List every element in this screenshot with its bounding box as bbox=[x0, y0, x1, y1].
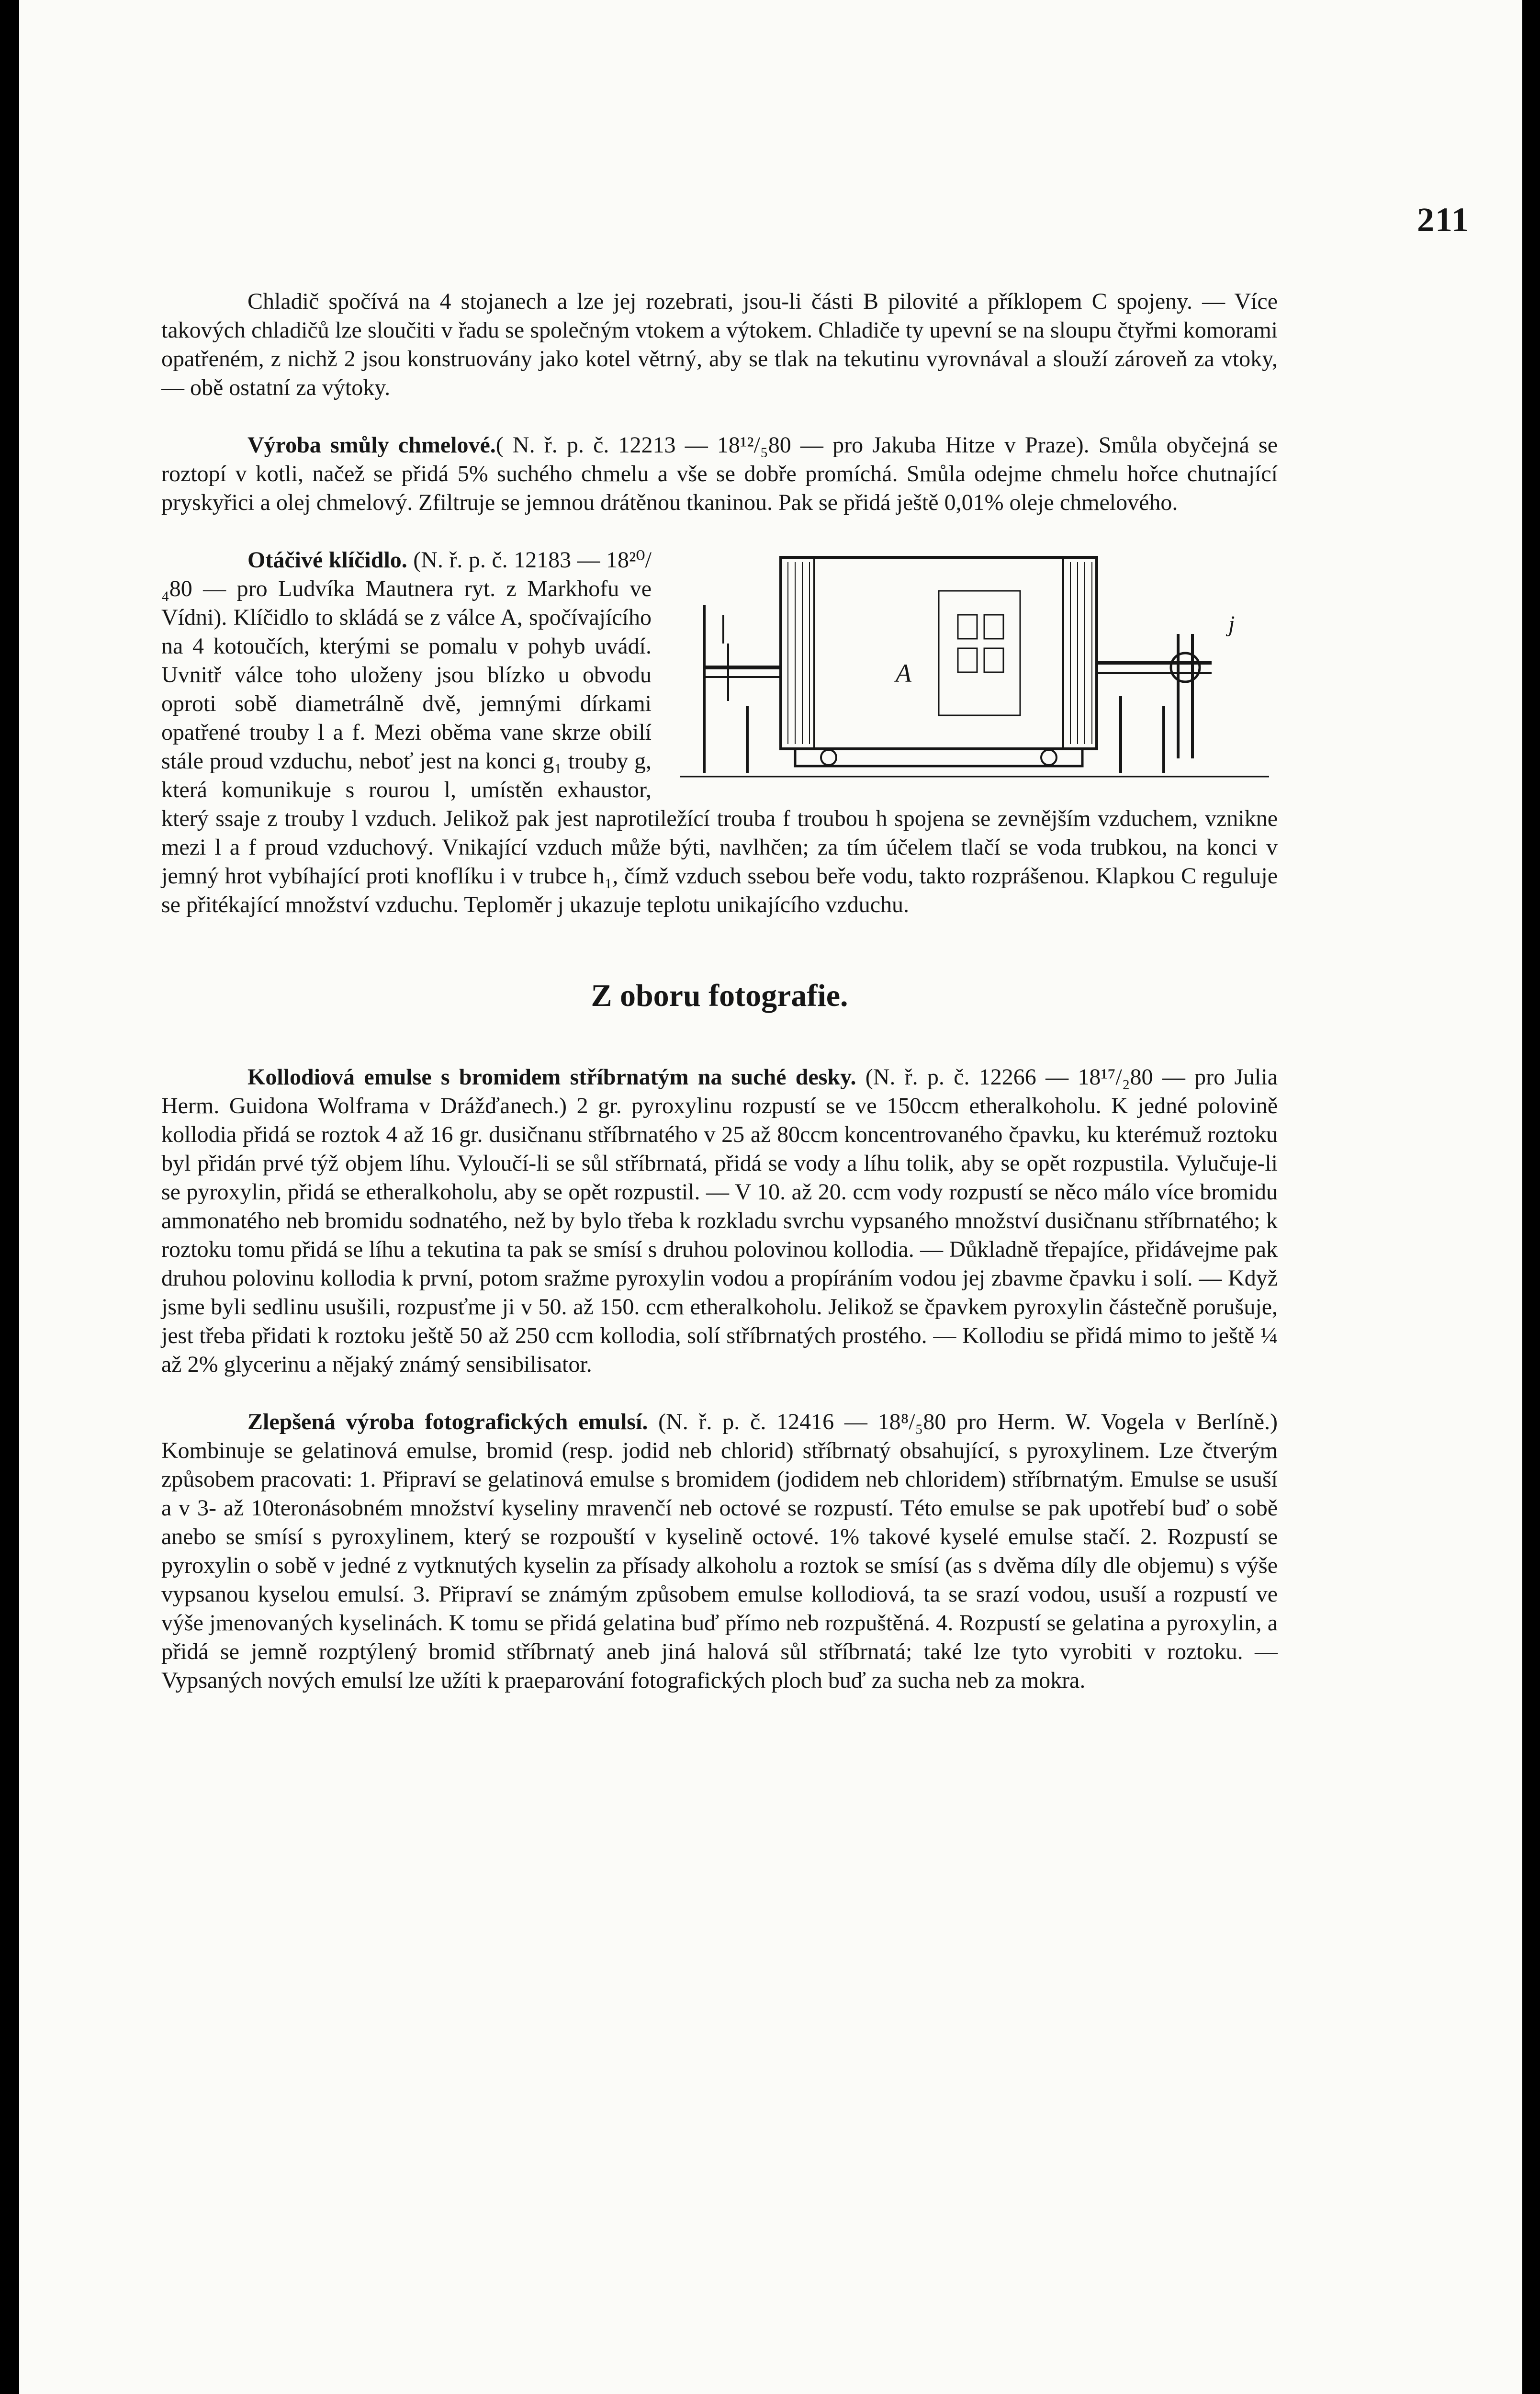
heading-vyroba-smuly: Výroba smůly chmelové. bbox=[247, 432, 496, 458]
document-page bbox=[19, 0, 1522, 2394]
paragraph-zlepsena-vyroba bbox=[161, 1408, 1278, 1695]
page-content bbox=[161, 287, 1278, 1695]
paragraph-chladic: Chladič spočívá na 4 stojanech a lze jej rozebrati, jsou-li části B pilovité a příklopem C spojeny. — Více takových chladičů lze sloučiti v řadu se společným vtokem a výtokem. Chladiče ty upevní se na sloupu čtyřmi komorami opatřeném, z nichž 2 jsou konstruovány jako kotel větrný, aby se tlak na tekutinu vyrovnával a slouží zároveň za vtoky, — obě ostatní za výtoky. bbox=[161, 289, 1278, 400]
klicidlo-illustration bbox=[671, 548, 1278, 781]
text-kollodiova-emulse: (N. ř. p. č. 12266 — 18¹⁷/₂80 — pro Julia Herm. Guidona Wolframa v Drážďanech.) 2 gr. pyroxylinu rozpustí se ve 150ccm etheralkoholu. K jedné polovině kollodia přidá se roztok 4 až 16 gr. dusičnanu stříbrnatého v 25 až 80ccm koncentrovaného čpavku, ku kterémuž roztoku byl přidán prvé týž objem líhu. Vyloučí-li se sůl stříbrnatá, přidá se vody a líhu tolik, aby se opět rozpustila. Vylučuje-li se pyroxylin, přidá se etheralkoholu, aby se opět rozpustil. — V 10. až 20. ccm vody rozpustí se něco málo více bromidu ammonatého neb bromidu sodnatého, než by bylo třeba k rozkladu svrchu vypsaného množství dusičnanu stříbrnatého; k roztoku tomu přidá se líhu a tekutina ta pak se smísí s druhou polovinou kollodia. — Důkladně třepajíce, přidávejme pak druhou polovinu kollodia k první, potom sražme pyroxylin vodou a propíráním vodou jej zbavme čpavku i solí. — Když jsme byli sedlinu usušili, rozpusťme ji v 50. až 150. ccm etheralkoholu. Jelikož se čpavkem pyroxylin částečně porušuje, jest třeba přidati k roztoku ještě 50 až 250 ccm kollodia, solí stříbrnatých prostého. — Kollodiu se přidá mimo to ještě ¼ až 2% glycerinu a nějaký známý sensibilisator. bbox=[161, 1064, 1278, 1377]
label-A: A bbox=[896, 659, 911, 688]
section-heading: Z oboru fotografie. bbox=[591, 978, 848, 1013]
figure-oticive-klicidlo bbox=[671, 548, 1278, 781]
text-zlepsena-vyroba: (N. ř. p. č. 12416 — 18⁸/₅80 pro Herm. W. Vogela v Berlíně.) Kombinuje se gelatinová emulse, bromid (resp. jodid neb chlorid) stříbrnatý obsahující, s pyroxylinem. Lze čtverým způsobem pracovati: 1. Připraví se gelatinová emulse s bromidem (jodidem neb chloridem) stříbrnatým. Emulse se usuší a v 3- až 10teronásobném množství kyseliny mravenčí neb octové se rozpustí. Této emulse se pak upotřebí buď o sobě anebo se smísí s pyroxylinem, který se rozpouští v kyselině octové. 1% takové kyselé emulse stačí. 2. Rozpustí se pyroxylin o sobě v jedné z vytknutých kyselin za přísady alkoholu a roztok se smísí (as s dvěma díly dle objemu) s výše vypsanou kyselou emulsí. 3. Připraví se známým způsobem emulse kollodiová, ta se srazí vodou, usuší a rozpustí ve výše jmenovaných kyselinách. K tomu se přidá gelatina buď přímo neb rozpuštěná. 4. Rozpustí se gelatina a pyroxylin, a přidá se jemně rozptýlený bromid stříbrnatý aneb jiná halová sůl stříbrnatá; také lze tyto vyrobiti v roztoku. — Vypsaných nových emulsí lze užíti k praeparování fotografických ploch buď za sucha neb za mokra. bbox=[161, 1409, 1278, 1693]
paragraph-smula bbox=[161, 431, 1278, 517]
paragraph-kollodiova-emulse bbox=[161, 1063, 1278, 1379]
label-j: j bbox=[1228, 611, 1235, 637]
page-number: 211 bbox=[1416, 201, 1470, 239]
heading-zlepsena-vyroba: Zlepšená výroba fotografických emulsí. bbox=[247, 1409, 648, 1434]
text-vyroba-smuly: ( N. ř. p. č. 12213 — 18¹²/₅80 — pro Jakuba Hitze v Praze). Smůla obyčejná se roztopí v kotli, načež se přidá 5% suchého chmelu a vše se dobře promíchá. Smůla odejme chmelu hořce chutnající pryskyřici a olej chmelový. Zfiltruje se jemnou drátěnou tkaninou. Pak se přidá ještě 0,01% oleje chmelového. bbox=[161, 432, 1278, 515]
text-oticive-klicidlo: (N. ř. p. č. 12183 — 18²⁰/₄80 — pro Ludvíka Mautnera ryt. z Markhofu ve Vídni). Klíčidlo to skládá se z válce A, spočívajícího na 4 kotoučích, kterými se pomalu v pohyb uvádí. Uvnitř válce toho uloženy jsou blízko u obvodu oproti sobě diametrálně dvě, jemnými dírkami opatřené trouby l a f. Mezi oběma vane skrze obilí stále proud vzduchu, neboť jest na konci g₁ trouby g, která komunikuje s rourou l, umístěn exhaustor, který ssaje z trouby l vzduch. Jelikož pak jest naprotiležící trouba f troubou h spojena se zevnějším vzduchem, vznikne mezi l a f proud vzduchový. Vnikající vzduch může býti, navlhčen; za tím účelem tlačí se voda trubkou, na konci v jemný hrot vybíhající proti knoflíku i v trubce h₁, čímž vzduch ssebou beře vodu, takto rozprášenou. Klapkou C reguluje se přitékající množství vzduchu. Teploměr j ukazuje teplotu unikajícího vzduchu. bbox=[161, 547, 1278, 917]
heading-kollodiova-emulse: Kollodiová emulse s bromidem stříbrnatým na suché desky. bbox=[247, 1064, 856, 1090]
heading-oticive-klicidlo: Otáčivé klíčidlo. bbox=[247, 547, 407, 573]
